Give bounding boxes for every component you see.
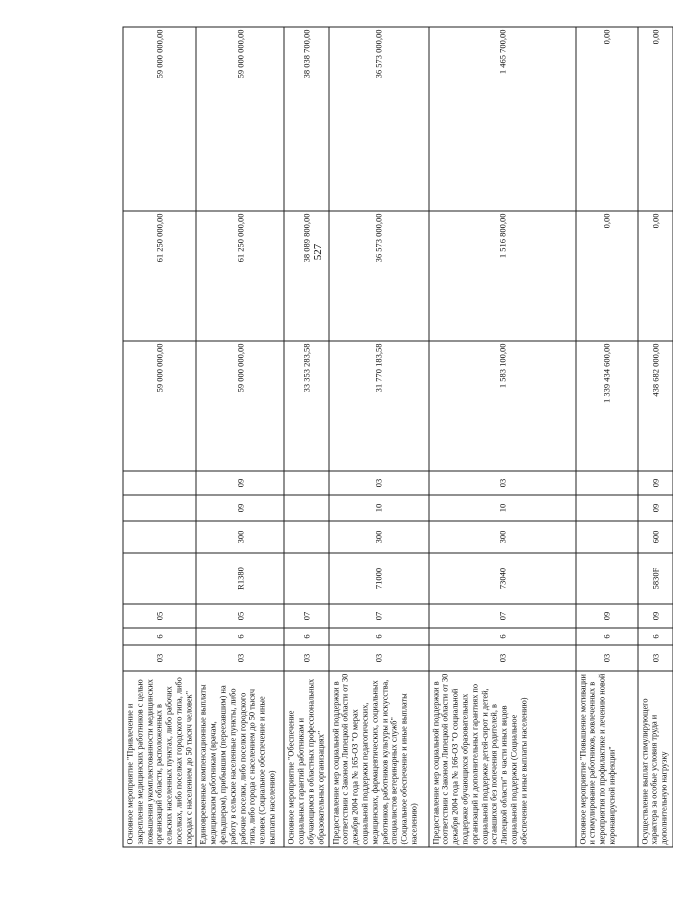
row-code-c2: 6 [123,628,196,645]
row-amount-v3: 59 000 000,00 [196,27,284,211]
table-row [429,27,576,847]
table-row [329,27,429,847]
row-amount-v1: 59 000 000,00 [196,341,284,471]
row-code-c5 [123,521,196,553]
row-code-c3: 07 [429,604,576,628]
row-code-c6 [123,495,196,521]
row-code-c7 [123,471,196,495]
row-code-c4 [576,553,638,604]
row-code-c1: 03 [576,645,638,671]
row-amount-v1: 33 353 283,58 [284,341,328,471]
row-code-c5 [576,521,638,553]
table-row [123,27,196,847]
row-code-c2: 6 [638,628,673,645]
row-amount-v3: 1 465 700,00 [429,27,576,211]
row-code-c4: 71000 [329,553,429,604]
row-code-c7 [284,471,328,495]
table-row [284,27,328,847]
row-description: Предоставление мер социальной поддержки в соответствии с Законом Липецкой области от 30 декабря 2004 года № 166-ОЗ "О социальной поддержке обучающихся образовательных организаций и дополнительных гарантиях по социальной поддержке детей-сирот и детей, оставшихся без попечения родителей, в Липецкой области" в части иных видов социальной поддержки (Социальное обеспечение и иные выплаты населению) [429,671,576,847]
row-code-c6: 09 [196,495,284,521]
row-code-c7: 03 [429,471,576,495]
row-code-c3: 09 [638,604,673,628]
row-code-c6: 10 [329,495,429,521]
row-amount-v3: 0,00 [576,27,638,211]
row-description: Единовременные компенсационные выплаты медицинским работникам (врачам, фельдшерам), прибывшим (переехавшим) на работу в сельские населенные пункты, либо рабочие поселки, либо поселки городского типа, либо города с населением до 50 тысяч человек (Социальное обеспечение и иные выплаты населению) [196,671,284,847]
row-code-c4 [284,553,328,604]
row-amount-v2: 0,00 [638,211,673,341]
row-code-c4: 73040 [429,553,576,604]
row-code-c6 [284,495,328,521]
row-code-c6: 09 [638,495,673,521]
row-code-c6 [576,495,638,521]
row-amount-v1: 1 583 100,00 [429,341,576,471]
table-row [638,27,673,847]
row-description: Основное мероприятие "Повышение мотивации и стимулирование работников, вовлеченных в мероприятия по профилактике и лечению новой коронавирусной инфекции" [576,671,638,847]
row-code-c2: 6 [576,628,638,645]
row-code-c2: 6 [284,628,328,645]
row-code-c5: 600 [638,521,673,553]
row-code-c3: 07 [284,604,328,628]
row-amount-v2: 38 089 800,00 [284,211,328,341]
row-code-c5 [284,521,328,553]
row-code-c4: 5830F [638,553,673,604]
row-description: Предоставление мер социальной поддержки в соответствии с Законом Липецкой области от 30 декабря 2004 года № 165-ОЗ "О мерах социальной поддержки педагогических, медицинских, фармацевтических, социальных работников, работников культуры и искусства, специалистов ветеринарных служб" (Социальное обеспечение и иные выплаты населению) [329,671,429,847]
page-number: 527 [312,243,324,261]
row-code-c3: 05 [196,604,284,628]
row-amount-v2: 61 250 000,00 [123,211,196,341]
row-code-c7: 03 [329,471,429,495]
row-code-c1: 03 [196,645,284,671]
row-code-c2: 6 [196,628,284,645]
budget-table-rotated [123,28,669,848]
row-amount-v3: 0,00 [638,27,673,211]
row-code-c2: 6 [429,628,576,645]
row-amount-v1: 59 000 000,00 [123,341,196,471]
row-code-c5: 300 [329,521,429,553]
table-row [576,27,638,847]
table-row [196,27,284,847]
row-amount-v1: 1 339 434 600,00 [576,341,638,471]
row-code-c4 [123,553,196,604]
row-code-c3: 07 [329,604,429,628]
row-code-c6: 10 [429,495,576,521]
row-code-c5: 300 [429,521,576,553]
row-amount-v2: 0,00 [576,211,638,341]
row-code-c3: 09 [576,604,638,628]
row-code-c4: R1380 [196,553,284,604]
row-amount-v3: 38 038 700,00 [284,27,328,211]
row-code-c2: 6 [329,628,429,645]
row-code-c5: 300 [196,521,284,553]
row-description: Основное мероприятие "Привлечение и закрепление медицинских работников с целью повышения укомплектованности медицинских организаций области, расположенных в сельских населенных пунктах, либо рабочих поселках, либо поселках городского типа, либо городах с населением до 50 тысяч человек" [123,671,196,847]
row-code-c3: 05 [123,604,196,628]
row-code-c1: 03 [284,645,328,671]
row-amount-v3: 36 573 000,00 [329,27,429,211]
row-amount-v3: 59 000 000,00 [123,27,196,211]
row-code-c1: 03 [123,645,196,671]
row-description: Осуществление выплат стимулирующего характера за особые условия труда и дополнительную нагрузку [638,671,673,847]
row-code-c7: 09 [638,471,673,495]
row-code-c7: 09 [196,471,284,495]
row-amount-v2: 61 250 000,00 [196,211,284,341]
row-amount-v2: 1 516 800,00 [429,211,576,341]
row-description: Основное мероприятие "Обеспечение социальных гарантий работникам и обучающимся в областных профессиональных образовательных организациях" [284,671,328,847]
row-amount-v1: 438 682 000,00 [638,341,673,471]
budget-table [123,27,673,848]
row-code-c1: 03 [638,645,673,671]
row-amount-v2: 36 573 000,00 [329,211,429,341]
row-code-c7 [576,471,638,495]
row-code-c1: 03 [429,645,576,671]
row-code-c1: 03 [329,645,429,671]
row-amount-v1: 31 770 183,58 [329,341,429,471]
